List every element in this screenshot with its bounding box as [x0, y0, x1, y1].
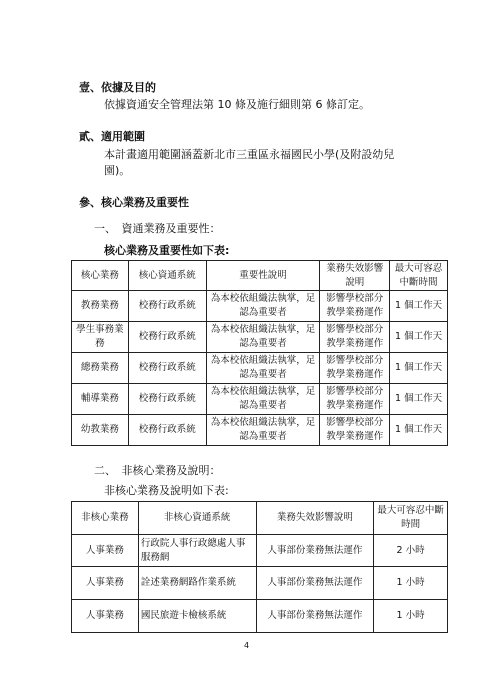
- table-cell: 學生事務業務: [72, 322, 129, 353]
- section3-heading: 參、核心業務及重要性: [79, 196, 189, 209]
- header-cell: 最大可容忍中斷時間: [390, 261, 448, 291]
- core-business-table: [71, 260, 448, 446]
- table-cell: 國民旅遊卡檢核系統: [138, 600, 256, 633]
- table-cell: 為本校依組織法執掌，足認為重要者: [206, 322, 320, 353]
- table-cell: 幼教業務: [72, 415, 129, 446]
- table-cell: 影響學校部分教學業務運作: [320, 322, 390, 353]
- header-cell: 業務失效影響說明: [256, 502, 374, 535]
- table-cell: 為本校依組織法執掌，足認為重要者: [206, 415, 320, 446]
- table-cell: 校務行政系統: [128, 384, 206, 415]
- header-cell: 業務失效影響說明: [320, 261, 390, 291]
- table-cell: 1 個工作天: [390, 415, 448, 446]
- table-cell: 1 小時: [374, 567, 448, 600]
- section3-sub1: 一、 資通業務及重要性：: [94, 222, 221, 235]
- table-cell: 1 個工作天: [390, 322, 448, 353]
- table-cell: 影響學校部分教學業務運作: [320, 415, 390, 446]
- table-cell: 人事業務: [72, 567, 139, 600]
- table-cell: 校務行政系統: [128, 322, 206, 353]
- table1-caption: 核心業務及重要性如下表:: [104, 244, 230, 257]
- table-row: [72, 567, 448, 600]
- table-cell: 輔導業務: [72, 384, 129, 415]
- table-cell: 詮述業務網路作業系統: [138, 567, 256, 600]
- header-cell: 最大可容忍中斷時間: [374, 502, 448, 535]
- page-number: 4: [244, 641, 250, 650]
- table-cell: 教務業務: [72, 291, 129, 322]
- table-row: [72, 415, 448, 446]
- table-cell: 為本校依組織法執掌，足認為重要者: [206, 291, 320, 322]
- header-cell: 非核心資通系統: [138, 502, 256, 535]
- table-cell: 校務行政系統: [128, 415, 206, 446]
- table-cell: 1 個工作天: [390, 384, 448, 415]
- table-cell: 人事部份業務無法運作: [256, 535, 374, 567]
- table-row: [72, 322, 448, 353]
- table-cell: 人事部份業務無法運作: [256, 567, 374, 600]
- header-cell: 非核心業務: [72, 502, 139, 535]
- section1-heading: 壹、依據及目的: [79, 81, 156, 94]
- section2-heading: 貳、適用範圍: [79, 130, 145, 143]
- table-cell: 人事業務: [72, 535, 139, 567]
- table-header-row: [72, 261, 448, 291]
- table-cell: 影響學校部分教學業務運作: [320, 384, 390, 415]
- table2-caption: 非核心業務及說明如下表:: [104, 484, 229, 497]
- non-core-business-table: [71, 501, 448, 633]
- table-row: [72, 535, 448, 567]
- section3-sub2: 二、 非核心業務及說明：: [94, 464, 221, 477]
- table-row: [72, 353, 448, 384]
- table-cell: 2 小時: [374, 535, 448, 567]
- table-header-row: [72, 502, 448, 535]
- table-cell: 人事部份業務無法運作: [256, 600, 374, 633]
- table-cell: 1 小時: [374, 600, 448, 633]
- table-row: [72, 384, 448, 415]
- table-cell: 影響學校部分教學業務運作: [320, 291, 390, 322]
- header-cell: 核心業務: [72, 261, 129, 291]
- table-cell: 影響學校部分教學業務運作: [320, 353, 390, 384]
- table-cell: 總務業務: [72, 353, 129, 384]
- table-cell: 為本校依組織法執掌，足認為重要者: [206, 384, 320, 415]
- table-cell: 校務行政系統: [128, 291, 206, 322]
- table-cell: 1 個工作天: [390, 291, 448, 322]
- table-row: [72, 600, 448, 633]
- section2-line1: 本計畫適用範圍涵蓋新北市三重區永福國民小學(及附設幼兒: [104, 148, 395, 161]
- table-cell: 1 個工作天: [390, 353, 448, 384]
- section2-line2: 園)。: [104, 164, 131, 177]
- table-cell: 校務行政系統: [128, 353, 206, 384]
- section1-text: 依據資通安全管理法第 10 條及施行細則第 6 條訂定。: [104, 98, 370, 111]
- header-cell: 核心資通系統: [128, 261, 206, 291]
- table-row: [72, 291, 448, 322]
- table-cell: 為本校依組織法執掌，足認為重要者: [206, 353, 320, 384]
- table-cell: 行政院人事行政總處人事服務網: [138, 535, 256, 567]
- table-cell: 人事業務: [72, 600, 139, 633]
- header-cell: 重要性說明: [206, 261, 320, 291]
